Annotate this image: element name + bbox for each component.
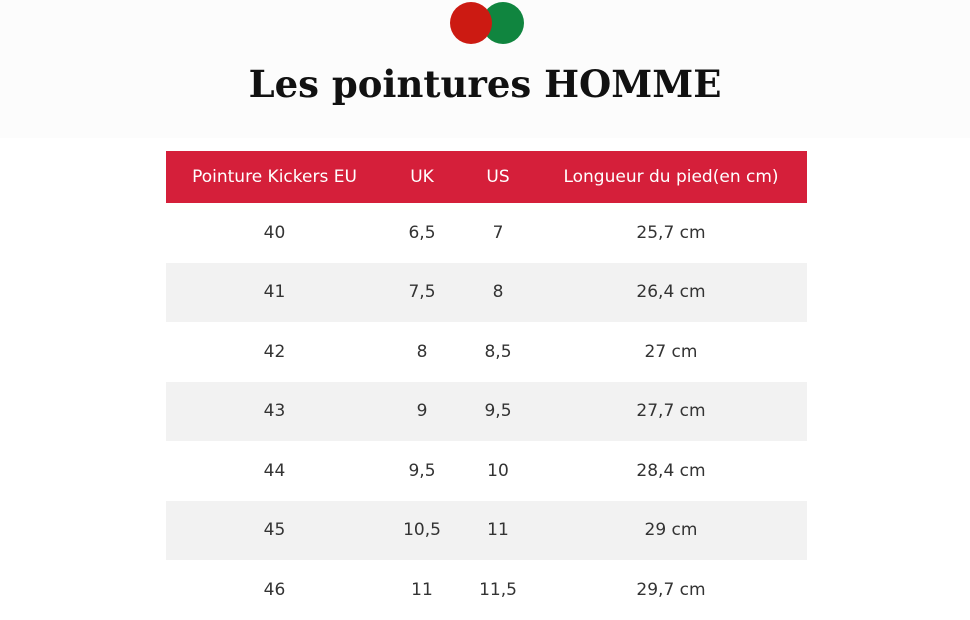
column-header-us-size: US	[461, 151, 535, 203]
eu-size-cell: 43	[166, 382, 383, 442]
uk-size-cell: 9	[383, 382, 461, 442]
size-chart-table	[166, 151, 807, 620]
eu-size-cell: 40	[166, 203, 383, 263]
uk-size-cell: 6,5	[383, 203, 461, 263]
us-size-cell: 8,5	[461, 322, 535, 382]
foot-length-cell: 27,7 cm	[535, 382, 807, 442]
foot-length-cell: 25,7 cm	[535, 203, 807, 263]
us-size-cell: 8	[461, 263, 535, 323]
column-header-eu-size: Pointure Kickers EU	[166, 151, 383, 203]
table-row	[166, 501, 807, 561]
us-size-cell: 7	[461, 203, 535, 263]
table-row	[166, 203, 807, 263]
us-size-cell: 11	[461, 501, 535, 561]
uk-size-cell: 11	[383, 560, 461, 620]
brand-logo	[450, 2, 526, 44]
table-row	[166, 322, 807, 382]
foot-length-cell: 27 cm	[535, 322, 807, 382]
table-row	[166, 263, 807, 323]
red-circle-icon	[450, 2, 492, 44]
eu-size-cell: 46	[166, 560, 383, 620]
us-size-cell: 10	[461, 441, 535, 501]
eu-size-cell: 45	[166, 501, 383, 561]
table-header-row	[166, 151, 807, 203]
eu-size-cell: 44	[166, 441, 383, 501]
table-row	[166, 382, 807, 442]
eu-size-cell: 42	[166, 322, 383, 382]
column-header-uk-size: UK	[383, 151, 461, 203]
foot-length-cell: 29 cm	[535, 501, 807, 561]
us-size-cell: 11,5	[461, 560, 535, 620]
us-size-cell: 9,5	[461, 382, 535, 442]
column-header-foot-length: Longueur du pied(en cm)	[535, 151, 807, 203]
eu-size-cell: 41	[166, 263, 383, 323]
foot-length-cell: 28,4 cm	[535, 441, 807, 501]
table-row	[166, 441, 807, 501]
table-row	[166, 560, 807, 620]
uk-size-cell: 10,5	[383, 501, 461, 561]
uk-size-cell: 7,5	[383, 263, 461, 323]
uk-size-cell: 9,5	[383, 441, 461, 501]
foot-length-cell: 29,7 cm	[535, 560, 807, 620]
foot-length-cell: 26,4 cm	[535, 263, 807, 323]
uk-size-cell: 8	[383, 322, 461, 382]
page-title: Les pointures HOMME	[248, 62, 722, 106]
